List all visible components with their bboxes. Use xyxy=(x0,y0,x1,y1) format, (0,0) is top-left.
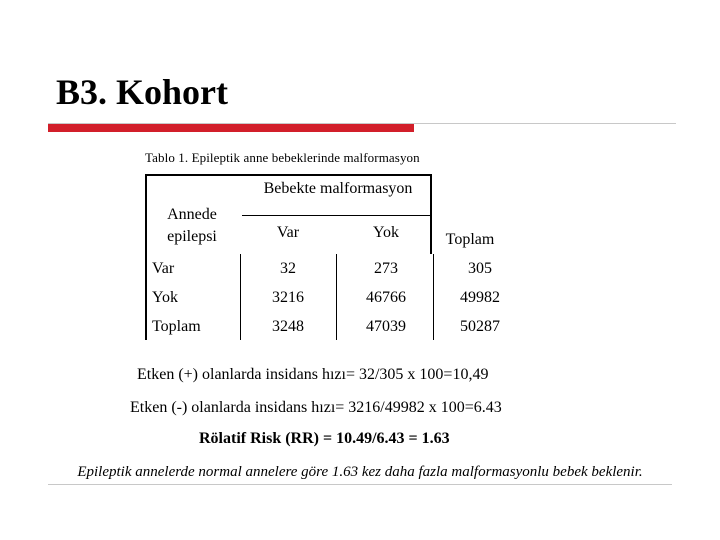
column-divider-3 xyxy=(433,254,434,340)
table-cell: 47039 xyxy=(366,318,406,335)
row-header-line1: Annede xyxy=(167,206,217,223)
column-divider-1 xyxy=(240,254,241,340)
relative-risk-note: Rölatif Risk (RR) = 10.49/6.43 = 1.63 xyxy=(199,430,450,447)
table-cell: 32 xyxy=(280,260,296,277)
slide-title: B3. Kohort xyxy=(56,72,229,112)
table-caption: Tablo 1. Epileptik anne bebeklerinde malformasyon xyxy=(145,150,420,165)
column-header-yok: Yok xyxy=(373,224,399,241)
exposed-incidence-note: Etken (+) olanlarda insidans hızı= 32/305 x 100=10,49 xyxy=(137,366,489,383)
table-cell: 50287 xyxy=(460,318,500,335)
column-divider-2 xyxy=(336,254,337,340)
row-header-line2: epilepsi xyxy=(167,228,217,245)
conclusion-text: Epileptik annelerde normal annelere göre 1.63 kez daha fazla malformasyonlu bebek beklenir. xyxy=(77,464,643,480)
row-label: Yok xyxy=(152,289,178,306)
footer-divider xyxy=(48,484,672,485)
table-cell: 3248 xyxy=(272,318,304,335)
table-border-top xyxy=(145,174,431,176)
table-cell: 49982 xyxy=(460,289,500,306)
row-label: Toplam xyxy=(152,318,201,335)
table-cell: 3216 xyxy=(272,289,304,306)
row-label: Var xyxy=(152,260,175,277)
column-header-toplam: Toplam xyxy=(445,231,495,248)
unexposed-incidence-note: Etken (-) olanlarda insidans hızı= 3216/49982 x 100=6.43 xyxy=(130,399,502,416)
table-border-left xyxy=(145,174,147,254)
title-accent-bar xyxy=(48,124,414,132)
table-border-bottom xyxy=(145,254,147,340)
column-header-var: Var xyxy=(276,224,300,241)
table-cell: 273 xyxy=(374,260,398,277)
table-cell: 305 xyxy=(468,260,492,277)
group-header: Bebekte malformasyon xyxy=(263,180,413,197)
group-header-divider xyxy=(242,215,432,216)
table-cell: 46766 xyxy=(366,289,406,306)
